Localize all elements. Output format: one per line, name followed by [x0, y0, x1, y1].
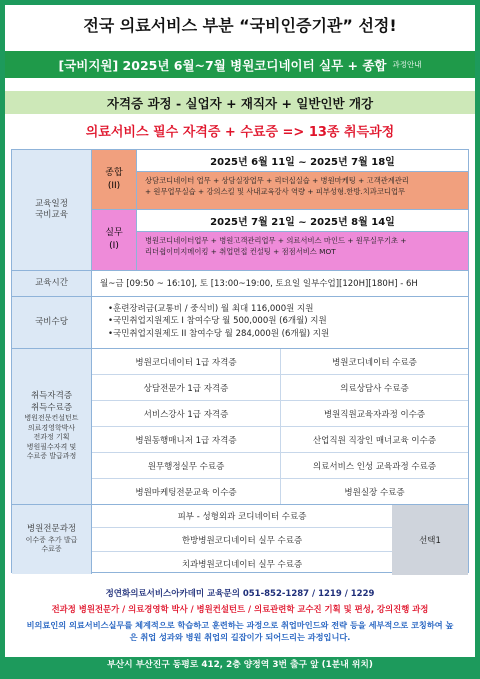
course-title: [국비지원] 2025년 6월~7월 병원코디네이터 실무 + 종합 — [58, 57, 387, 73]
cert-headline: 의료서비스 필수 자격증 + 수료증 => 13종 취득과정 — [85, 125, 395, 140]
cert-cell: 병원마케팅전문교육 이수증 — [135, 488, 237, 498]
time-label: 교육시간 — [12, 271, 92, 296]
allowance-row — [12, 296, 468, 348]
general-course-tag: 종합 (II) — [92, 150, 137, 210]
practical-course-date: 2025년 7월 21일 ~ 2025년 8월 14일 — [137, 210, 468, 232]
contact-line: 정연화의료서비스아카데미 교육문의 051-852-1287 / 1219 / 1229 — [105, 589, 375, 599]
cert-cell: 의료상담사 수료증 — [281, 375, 468, 401]
certificates-label: 취득자격증 취득수료증 병원전문컨설턴트 의료경영학박사 전과정 기획 병원필수자격 및 수료증 발급과정 — [12, 349, 92, 504]
certificates-row — [12, 348, 468, 504]
specialty-choice: 선택1 — [392, 505, 468, 575]
category-bar: 자격증 과정 - 실업자 + 재직자 + 일반인반 개강 — [5, 91, 475, 114]
allowance-item: •훈련장려금(교통비 / 중식비) 월 최대 116,000원 지원 — [108, 304, 314, 314]
practical-course-tag: 실무 (I) — [92, 210, 137, 270]
cert-cell: 산업직원 직장인 매너교육 이수증 — [281, 427, 468, 453]
time-row — [12, 270, 468, 296]
allowance-item: •국민취업지원제도 II 참여수당 월 284,000원 (6개월) 지원 — [108, 328, 330, 339]
info-table — [11, 149, 469, 573]
specialty-list — [92, 505, 392, 575]
faculty-line: 전과정 병원전문가 / 의료경영학 박사 / 병원컨설턴트 / 의료관련학 교수진 기획 및 편성, 강의진행 과정 — [51, 604, 429, 614]
cert-cell: 병원코디네이터 수료증 — [281, 349, 468, 375]
course-title-bar — [5, 51, 475, 78]
cert-cell: 병원실장 수료증 — [344, 488, 405, 498]
cert-cell: 원무행정실무 수료증 — [92, 453, 280, 479]
description-paragraph: 비의료인의 의료서비스실무를 체계적으로 학습하고 훈련하는 과정으로 취업마인드와 전략 등을 세부적으로 코칭하여 높은 취업 성과와 병원 취업의 길잡이가 되어드리는 과정입니다. — [26, 620, 454, 643]
general-course-desc: 상담코디네이터 업무 + 상담실장업무 + 리더십실습 + 병원마케팅 + 고객관계관리 + 원무업무실습 + 강의스킬 및 사내교육강사 역량 + 피부성형.한방.치과코디업무 — [137, 172, 468, 210]
cert-cell: 병원직원교육자과정 이수증 — [281, 401, 468, 427]
cert-cell: 병원코디네이터 1급 자격증 — [92, 349, 280, 375]
practical-course-desc: 병원코디네이터업무 + 병원고객관리업무 + 의료서비스 마인드 + 원무실무기초 + 리더쉽이미지메이킹 + 취업면접 컨설팅 + 점점서비스 MOT — [137, 232, 468, 270]
cert-cell: 서비스강사 1급 자격증 — [92, 401, 280, 427]
headline: 전국 의료서비스 부분 “국비인증기관” 선정! — [83, 16, 397, 35]
specialty-label: 병원전문과정 이수증 추가 발급 수료증 — [12, 505, 92, 574]
specialty-row — [12, 504, 468, 574]
schedule-row — [12, 150, 468, 270]
specialty-item: 치과병원코디네이터 실무 수료증 — [181, 559, 303, 570]
schedule-label: 교육일정 국비교육 — [12, 150, 92, 270]
cert-cell: 병원동행매니저 1급 자격증 — [92, 427, 280, 453]
specialty-item: 피부 - 성형외과 코디네이터 수료증 — [92, 505, 392, 528]
general-course-date: 2025년 6월 11일 ~ 2025년 7월 18일 — [137, 150, 468, 172]
poster-body — [5, 5, 475, 674]
specialty-item: 한방병원코디네이터 실무 수료증 — [92, 528, 392, 552]
address-bar: 부산시 부산진구 동평로 412, 2층 양정역 3번 출구 앞 (1분내 위치) — [5, 657, 475, 674]
cert-cell: 상담전문가 1급 자격증 — [92, 375, 280, 401]
allowance-label: 국비수당 — [12, 297, 92, 348]
allowance-item: •국민취업지원제도 I 참여수당 월 500,000원 (6개월) 지원 — [108, 316, 327, 327]
time-value: 월~금 [09:50 ~ 16:10], 토 [13:00~19:00, 토요일 일부수업][120H][180H] - 6H — [100, 279, 418, 289]
course-guide-label: 과정안내 — [392, 60, 422, 69]
cert-cell: 의료서비스 인성 교육과정 수료증 — [281, 453, 468, 479]
allowance-list — [108, 303, 329, 340]
certificates-grid — [92, 349, 468, 504]
